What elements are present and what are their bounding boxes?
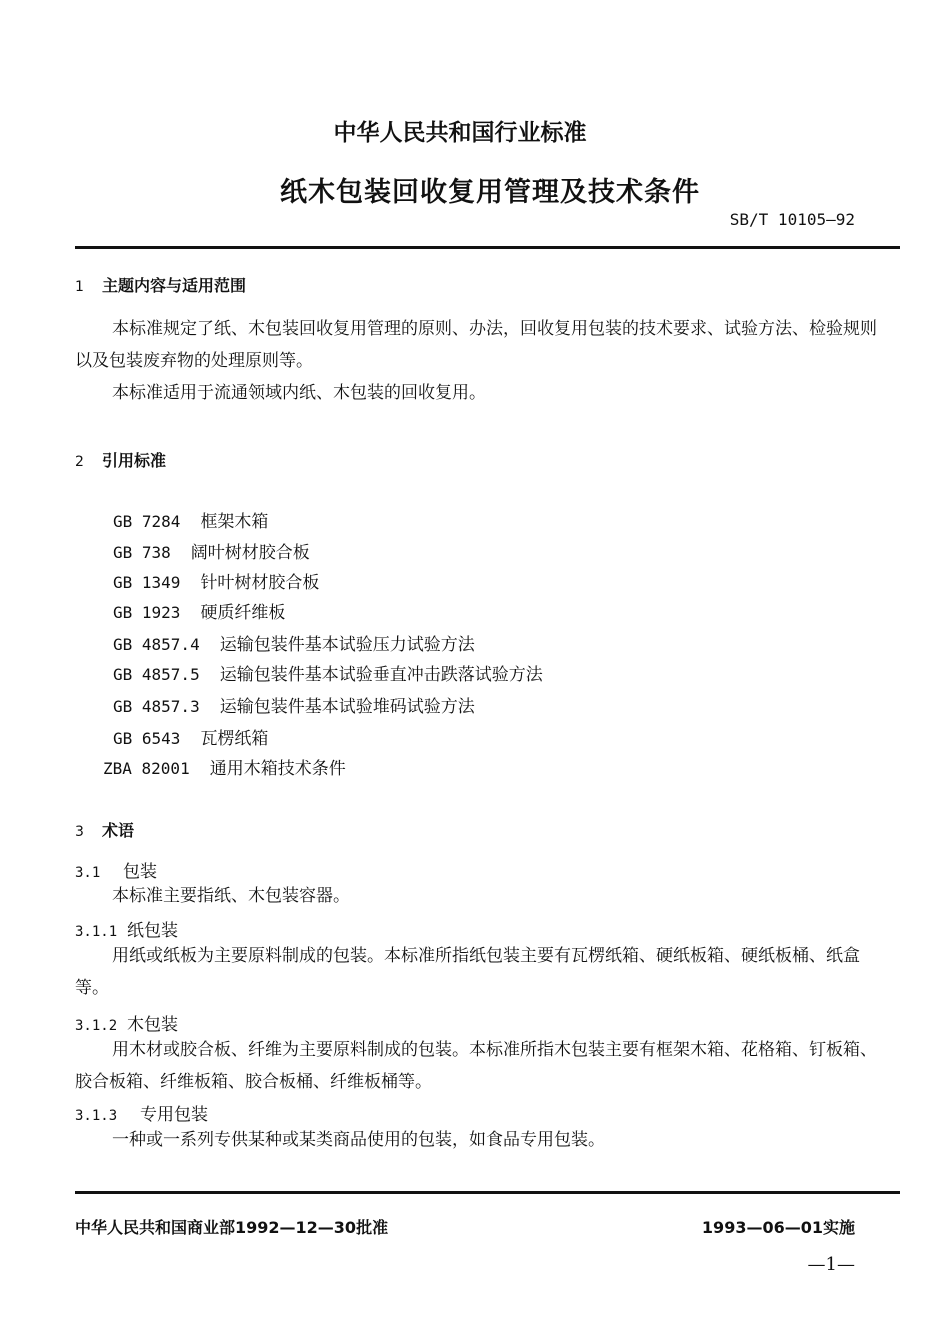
section-title: 术语 xyxy=(102,821,135,840)
section-heading-1 xyxy=(75,273,246,296)
term-definition: 用木材或胶合板、纤维为主要原料制成的包装。本标准所指木包装主要有框架木箱、花格箱、钉板箱、胶合板箱、纤维板箱、胶合板桶、纤维板桶等。 xyxy=(75,1040,877,1092)
ref-title: 通用木箱技术条件 xyxy=(209,759,346,779)
footer-rule xyxy=(75,1191,900,1194)
ref-title: 瓦楞纸箱 xyxy=(200,729,269,749)
ref-title: 运输包装件基本试验压力试验方法 xyxy=(219,635,475,655)
page-number: —1— xyxy=(807,1254,855,1275)
section-number: 3 xyxy=(75,824,84,840)
approval-line: 中华人民共和国商业部1992—12—30批准 xyxy=(75,1218,389,1237)
term-number: 3.1.3 xyxy=(75,1108,118,1124)
reference-item xyxy=(113,630,475,655)
ref-code: GB 7284 xyxy=(113,512,181,531)
ref-code: GB 4857.4 xyxy=(113,635,200,654)
section-heading-3 xyxy=(75,818,134,841)
section-number: 2 xyxy=(75,454,84,470)
section-title: 主题内容与适用范围 xyxy=(102,276,247,295)
ref-title: 运输包装件基本试验堆码试验方法 xyxy=(219,697,475,717)
term-definition: 一种或一系列专供某种或某类商品使用的包装，如食品专用包装。 xyxy=(112,1130,605,1150)
ref-code: GB 6543 xyxy=(113,729,181,748)
paragraph: 本标准适用于流通领域内纸、木包装的回收复用。 xyxy=(112,383,486,403)
paragraph: 本标准规定了纸、木包装回收复用管理的原则、办法，回收复用包装的技术要求、试验方法、检验规则以及包装废弃物的处理原则等。 xyxy=(75,319,877,371)
term-title: 木包装 xyxy=(127,1015,178,1035)
section-title: 引用标准 xyxy=(102,451,167,470)
term-number: 3.1.1 xyxy=(75,924,118,940)
ref-code: GB 738 xyxy=(113,543,171,562)
term-number: 3.1.2 xyxy=(75,1018,118,1034)
header-rule xyxy=(75,246,900,249)
ref-title: 针叶树材胶合板 xyxy=(200,573,320,593)
section-number: 1 xyxy=(75,279,84,295)
reference-item xyxy=(113,507,268,532)
document-title: 纸木包装回收复用管理及技术条件 xyxy=(280,177,700,208)
term-heading xyxy=(75,916,178,941)
effective-date: 1993—06—01实施 xyxy=(701,1218,855,1237)
ref-code: GB 1349 xyxy=(113,573,181,592)
reference-item xyxy=(113,538,310,563)
section-heading-2 xyxy=(75,448,166,471)
ref-title: 框架木箱 xyxy=(200,512,269,532)
term-title: 专用包装 xyxy=(140,1105,208,1125)
reference-item xyxy=(113,692,475,717)
standard-category: 中华人民共和国行业标准 xyxy=(333,120,587,146)
reference-item xyxy=(103,754,346,779)
term-title: 包装 xyxy=(123,862,157,882)
ref-title: 硬质纤维板 xyxy=(200,603,286,623)
ref-code: GB 4857.3 xyxy=(113,697,200,716)
term-definition: 用纸或纸板为主要原料制成的包装。本标准所指纸包装主要有瓦楞纸箱、硬纸板箱、硬纸板桶、纸盒等。 xyxy=(75,946,860,998)
ref-title: 运输包装件基本试验垂直冲击跌落试验方法 xyxy=(219,665,543,685)
term-heading xyxy=(75,1010,178,1035)
ref-code: ZBA 82001 xyxy=(103,759,190,778)
term-heading xyxy=(75,857,157,882)
term-number: 3.1 xyxy=(75,865,101,881)
reference-item xyxy=(113,598,285,623)
term-heading xyxy=(75,1100,208,1125)
ref-title: 阔叶树材胶合板 xyxy=(190,543,310,563)
reference-item xyxy=(113,568,319,593)
ref-code: GB 1923 xyxy=(113,603,181,622)
ref-code: GB 4857.5 xyxy=(113,665,200,684)
standard-code: SB/T 10105—92 xyxy=(729,210,855,229)
reference-item xyxy=(113,724,268,749)
term-definition: 本标准主要指纸、木包装容器。 xyxy=(112,886,350,906)
term-title: 纸包装 xyxy=(127,921,178,941)
reference-item xyxy=(113,660,543,685)
